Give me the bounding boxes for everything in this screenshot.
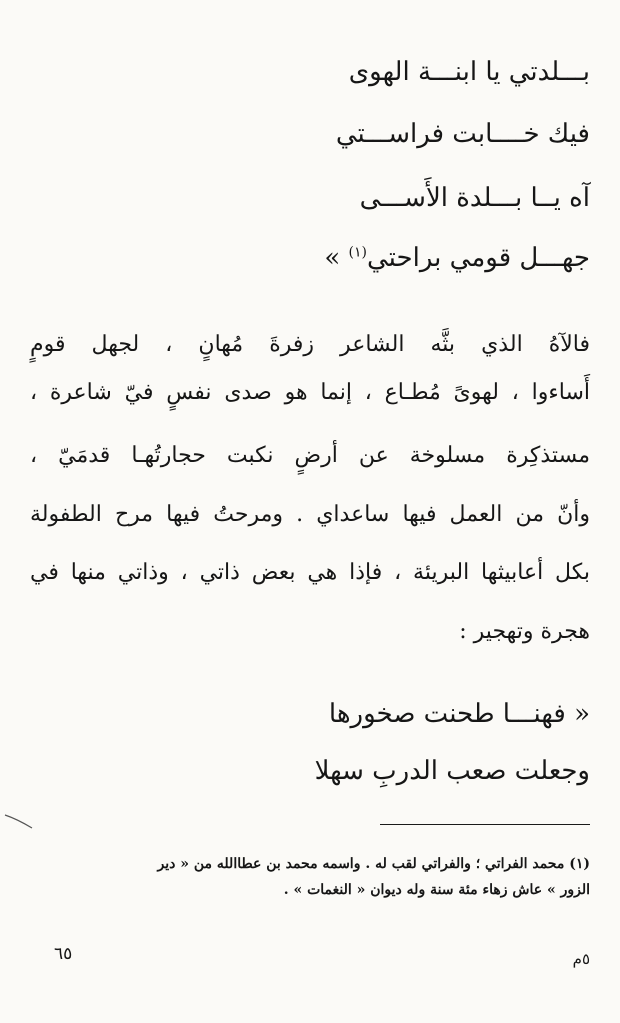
footnote-line-1: (١) محمد الفراتي ؛ والفراتي لقب له . واسمه محمد بن عطاالله من « دير xyxy=(157,856,590,872)
prose-line-4: وأنّ من العمل فيها ساعداي . ومرحتُ فيها مرح الطفولة xyxy=(30,502,590,527)
prose-line-6: هجرة وتهجير : xyxy=(459,619,590,644)
poem-line-4-text: جهـــل قومي براحتي xyxy=(367,243,590,273)
poem-line-2: فيك خــــابت فراســـتي xyxy=(335,119,590,149)
footnote-line-2: الزور » عاش زهاء مئة سنة وله ديوان « النغمات » . xyxy=(283,882,590,898)
poem-line-4 xyxy=(30,241,590,275)
poem-line-3: آه يــا بـــلدة الأَســـى xyxy=(359,183,590,213)
prose-line-3: مستذكِرة مسلوخة عن أرضٍ نكبت حجارتُهـا قدمَيّ ، xyxy=(30,443,590,468)
poem2-line-1: « فهنـــا طحنت صخورها xyxy=(328,699,590,729)
footnote-reference: (١) xyxy=(348,244,368,261)
signature-mark: ٥م xyxy=(572,950,590,968)
closing-quote: » xyxy=(324,243,341,273)
prose-line-1: فالآهُ الذي بثَّه الشاعر زفرةَ مُهانٍ ، لجهل قومٍ xyxy=(30,332,590,357)
poem-line-1: بـــلدتي يا ابنـــة الهوى xyxy=(348,57,590,87)
prose-line-5: بكل أعابيثها البريئة ، فإذا هي بعض ذاتي ، وذاتي منها في xyxy=(30,560,590,585)
scan-mark-icon xyxy=(4,812,34,832)
prose-line-2: أَساءوا ، لهوىً مُطـاع ، إنما هو صدى نفسٍ فيّ شاعرة ، xyxy=(30,380,590,405)
page-number: ٦٥ xyxy=(54,944,73,964)
footnote-separator xyxy=(380,824,590,825)
poem2-line-2: وجعلت صعب الدربِ سهلا xyxy=(314,756,590,786)
